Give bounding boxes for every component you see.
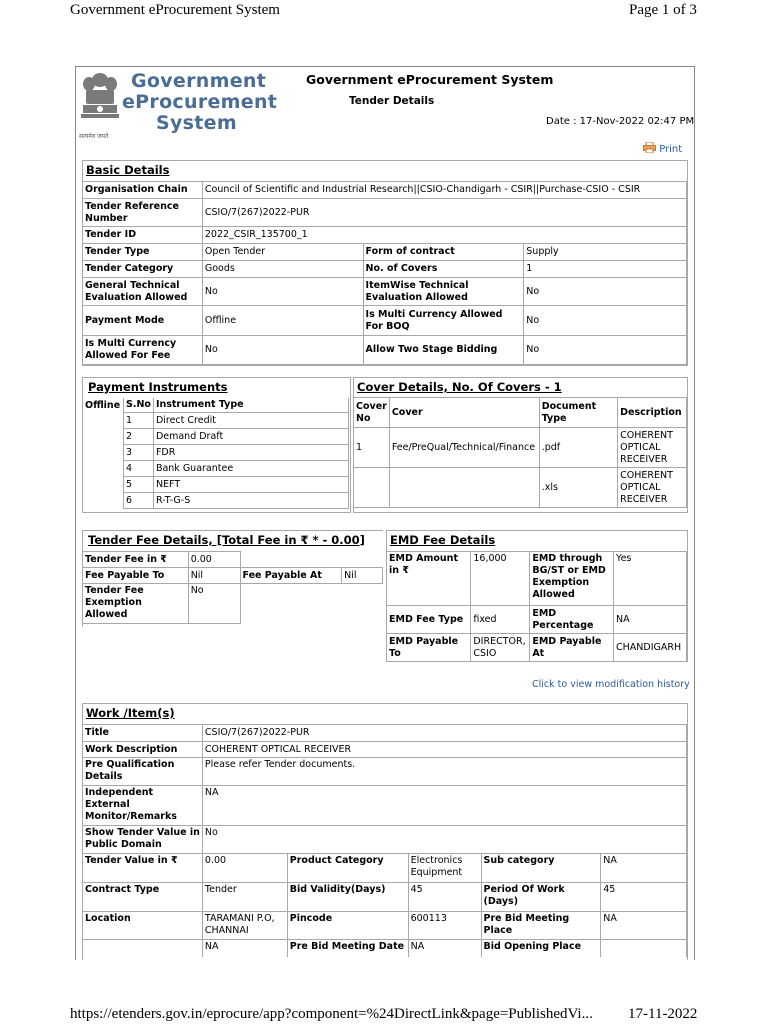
header-title: Government eProcurement System (306, 72, 554, 87)
instrument-type: FDR (153, 445, 348, 461)
header-date: Date : 17-Nov-2022 02:47 PM (546, 116, 695, 127)
work-title-label: Title (83, 725, 203, 742)
instrument-no: 5 (124, 477, 154, 493)
tender-fee-heading: Tender Fee Details, [Total Fee in ₹ * - 0.00] (88, 533, 365, 547)
bid-validity-value: 45 (408, 883, 481, 912)
emd-fee-table (386, 551, 687, 662)
product-category-label: Product Category (287, 854, 408, 883)
payment-instruments-heading: Payment Instruments (88, 380, 228, 394)
instrument-no: 2 (124, 429, 154, 445)
instrument-no: 4 (124, 461, 154, 477)
tender-id-label: Tender ID (83, 227, 203, 244)
multi-currency-fee-label: Is Multi Currency Allowed For Fee (83, 336, 203, 365)
basic-details-heading: Basic Details (86, 163, 170, 177)
basic-details-table (82, 181, 687, 365)
payment-mode-value: Offline (202, 306, 363, 336)
iem-value: NA (202, 786, 686, 826)
cover-doc-type: .xls (539, 468, 617, 508)
instrument-type: Direct Credit (153, 413, 348, 429)
show-value-label: Show Tender Value in Public Domain (83, 826, 203, 854)
multi-currency-boq-value: No (524, 306, 687, 336)
instrument-type: Bank Guarantee (153, 461, 348, 477)
tender-type-label: Tender Type (83, 244, 203, 261)
tender-id-value: 2022_CSIR_135700_1 (202, 227, 686, 244)
fee-payable-at-value: Nil (342, 568, 383, 584)
instrument-no: 1 (124, 413, 154, 429)
bid-validity-label: Bid Validity(Days) (287, 883, 408, 912)
payment-mode-label: Payment Mode (83, 306, 203, 336)
gen-tech-eval-label: General Technical Evaluation Allowed (83, 278, 203, 306)
emd-percentage-value: NA (614, 606, 687, 634)
fee-exemption-value: No (188, 584, 240, 624)
modification-history-link[interactable]: Click to view modification history (532, 679, 690, 690)
no-covers-label: No. of Covers (363, 261, 524, 278)
emd-payable-to-value: DIRECTOR, CSIO (471, 634, 530, 662)
printer-icon (643, 142, 656, 153)
emd-percentage-label: EMD Percentage (530, 606, 614, 634)
tender-type-value: Open Tender (202, 244, 363, 261)
extra-na-value: NA (202, 940, 287, 957)
emblem-icon (78, 70, 122, 132)
print-button[interactable] (643, 142, 682, 155)
no-covers-value: 1 (524, 261, 687, 278)
instrument-type: R-T-G-S (153, 493, 348, 509)
two-stage-label: Allow Two Stage Bidding (363, 336, 524, 365)
emd-payable-at-value: CHANDIGARH (614, 634, 687, 662)
bid-opening-place-label: Bid Opening Place (481, 940, 601, 957)
instrument-type: Demand Draft (153, 429, 348, 445)
tender-fee-value: 0.00 (188, 552, 240, 568)
form-contract-value: Supply (524, 244, 687, 261)
cover-col-desc: Description (618, 398, 687, 428)
instrument-no: 3 (124, 445, 154, 461)
contract-type-value: Tender (202, 883, 287, 912)
period-of-work-value: 45 (601, 883, 687, 912)
multi-currency-fee-value: No (202, 336, 363, 365)
cover-description: COHERENT OPTICAL RECEIVER (618, 468, 687, 508)
instrument-type: NEFT (153, 477, 348, 493)
work-title-value: CSIO/7(267)2022-PUR (202, 725, 686, 742)
header-subtitle: Tender Details (349, 95, 435, 107)
multi-currency-boq-label: Is Multi Currency Allowed For BOQ (363, 306, 524, 336)
tender-ref-label: Tender Reference Number (83, 199, 203, 227)
work-items-table (82, 724, 687, 957)
cover-table (353, 397, 687, 508)
instrument-col-sno: S.No (124, 398, 154, 413)
emd-fee-heading: EMD Fee Details (390, 533, 496, 547)
prebid-place-value: NA (601, 912, 687, 940)
emd-type-value: fixed (471, 606, 530, 634)
org-chain-label: Organisation Chain (83, 182, 203, 199)
cover-name: Fee/PreQual/Technical/Finance (389, 428, 539, 468)
tender-fee-table (82, 551, 383, 624)
org-chain-value: Council of Scientific and Industrial Research||CSIO-Chandigarh - CSIR||Purchase-CSIO - CSIR (202, 182, 686, 199)
itemwise-eval-value: No (524, 278, 687, 306)
show-value-value: No (202, 826, 686, 854)
prebid-date-label: Pre Bid Meeting Date (287, 940, 408, 957)
product-category-value: Electronics Equipment (408, 854, 481, 883)
sub-category-label: Sub category (481, 854, 601, 883)
cover-col-cover: Cover (389, 398, 539, 428)
fee-payable-to-label: Fee Payable To (83, 568, 189, 584)
logo-line-2: eProcurement (122, 91, 278, 113)
logo-line-3: System (156, 112, 237, 134)
work-items-heading: Work /Item(s) (86, 706, 175, 720)
emd-type-label: EMD Fee Type (387, 606, 471, 634)
period-of-work-label: Period Of Work (Days) (481, 883, 601, 912)
fee-exemption-label: Tender Fee Exemption Allowed (83, 584, 189, 624)
itemwise-eval-label: ItemWise Technical Evaluation Allowed (363, 278, 524, 306)
logo-line-1: Government (131, 70, 267, 92)
instrument-no: 6 (124, 493, 154, 509)
tender-fee-label: Tender Fee in ₹ (83, 552, 189, 568)
tender-category-value: Goods (202, 261, 363, 278)
iem-label: Independent External Monitor/Remarks (83, 786, 203, 826)
cover-description: COHERENT OPTICAL RECEIVER (618, 428, 687, 468)
form-contract-label: Form of contract (363, 244, 524, 261)
two-stage-value: No (524, 336, 687, 365)
fee-payable-to-value: Nil (188, 568, 240, 584)
emd-payable-at-label: EMD Payable At (530, 634, 614, 662)
fee-payable-at-label: Fee Payable At (240, 568, 342, 584)
cover-doc-type: .pdf (539, 428, 617, 468)
gen-tech-eval-value: No (202, 278, 363, 306)
page-footer-url[interactable]: https://etenders.gov.in/eprocure/app?component=%24DirectLink&page=PublishedVi... (70, 1006, 593, 1022)
sub-category-value: NA (601, 854, 687, 883)
emd-payable-to-label: EMD Payable To (387, 634, 471, 662)
instrument-col-type: Instrument Type (153, 398, 348, 413)
tender-value-value: 0.00 (202, 854, 287, 883)
contract-type-label: Contract Type (83, 883, 203, 912)
emd-amount-label: EMD Amount in ₹ (387, 552, 471, 606)
work-description-label: Work Description (83, 742, 203, 758)
payment-mode-offline: Offline (85, 400, 121, 411)
emd-bg-label: EMD through BG/ST or EMD Exemption Allowed (530, 552, 614, 606)
prebid-date-value: NA (408, 940, 481, 957)
pincode-label: Pincode (287, 912, 408, 940)
tender-ref-value: CSIO/7(267)2022-PUR (202, 199, 686, 227)
location-value: TARAMANI P.O, CHANNAI (202, 912, 287, 940)
page-footer-date: 17-11-2022 (628, 1006, 698, 1022)
cover-no: 1 (354, 428, 390, 468)
work-description-value: COHERENT OPTICAL RECEIVER (202, 742, 686, 758)
location-label: Location (83, 912, 203, 940)
page-header-title: Government eProcurement System (70, 2, 280, 18)
emd-amount-value: 16,000 (471, 552, 530, 606)
tender-value-label: Tender Value in ₹ (83, 854, 203, 883)
cover-details-heading: Cover Details, No. Of Covers - 1 (357, 380, 562, 394)
page-number: Page 1 of 3 (629, 2, 697, 18)
instrument-table (123, 398, 349, 509)
tender-category-label: Tender Category (83, 261, 203, 278)
logo-motto: सत्यमेव जयते (79, 133, 109, 140)
prebid-place-label: Pre Bid Meeting Place (481, 912, 601, 940)
prequal-value: Please refer Tender documents. (202, 758, 686, 786)
prequal-label: Pre Qualification Details (83, 758, 203, 786)
cover-col-doc: Document Type (539, 398, 617, 428)
cover-col-no: Cover No (354, 398, 390, 428)
emd-bg-value: Yes (614, 552, 687, 606)
pincode-value: 600113 (408, 912, 481, 940)
print-label: Print (659, 144, 683, 155)
